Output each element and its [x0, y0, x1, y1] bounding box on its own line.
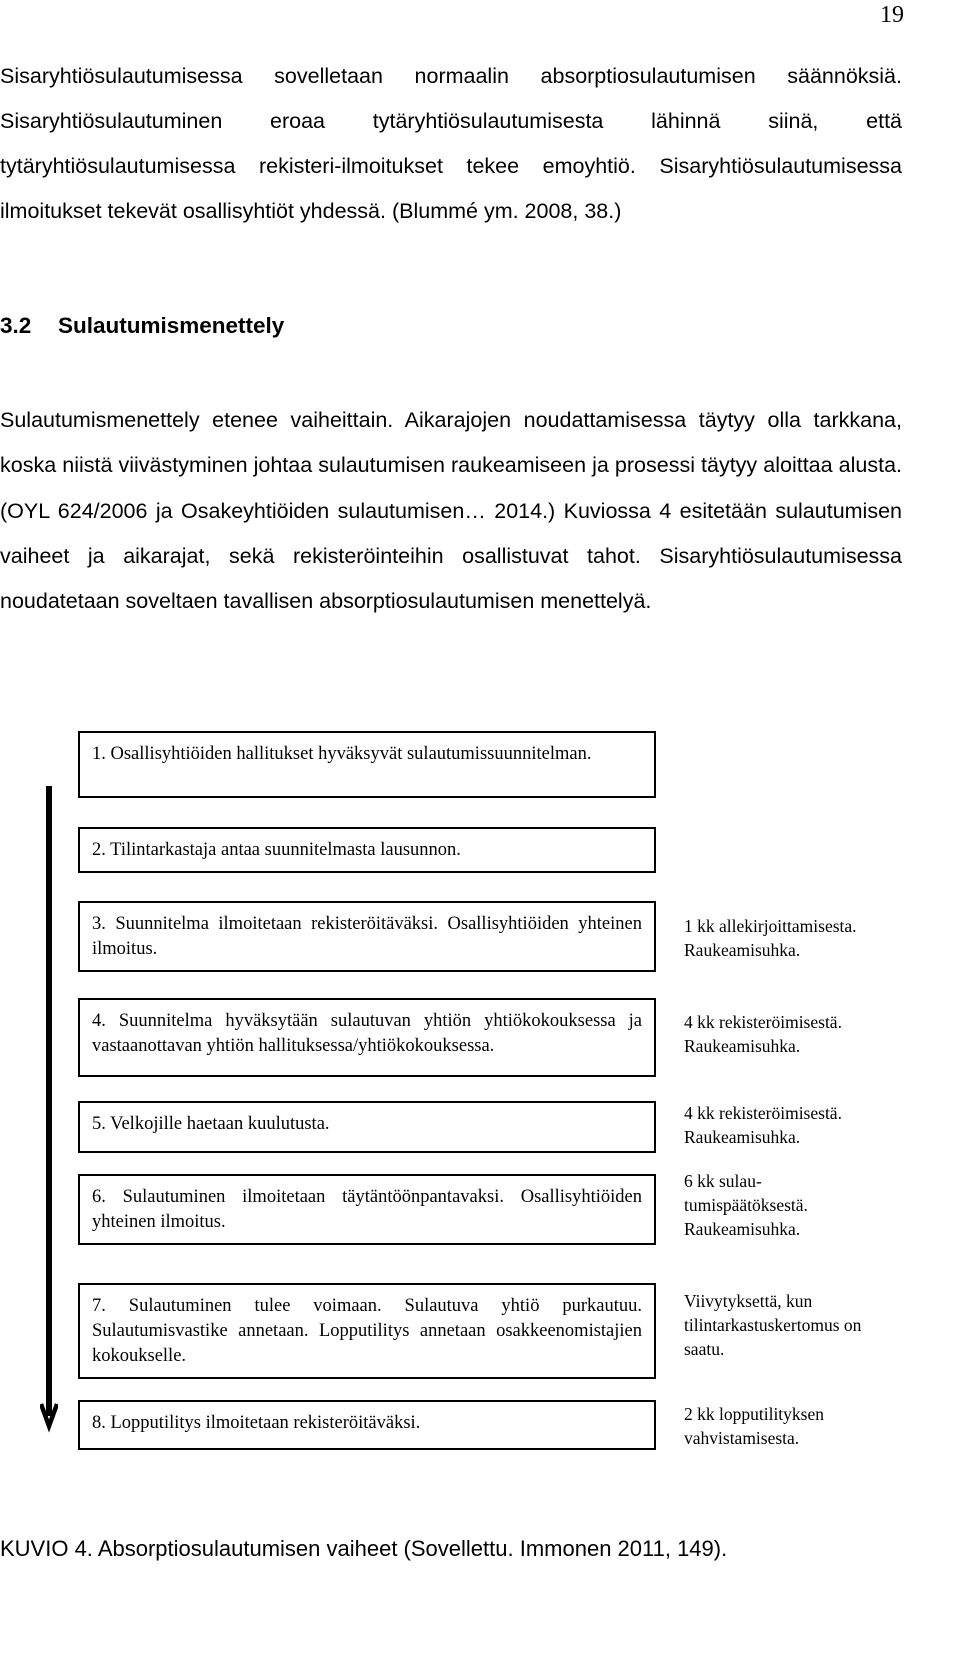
deadline-note-step-6: 6 kk sulau-tumispäätöksestä. Raukeamisuhka.: [684, 1171, 808, 1239]
deadline-note-step-5: 4 kk rekisteröimisestä. Raukeamisuhka.: [684, 1103, 842, 1147]
step-box-1: 1. Osallisyhtiöiden hallitukset hyväksyvät sulautumissuunnitelman.: [78, 731, 656, 798]
section-heading: [0, 313, 284, 339]
step-box-4: 4. Suunnitelma hyväksytään sulautuvan yhtiön yhtiökokouksessa ja vastaanottavan yhtiön hallituksessa/yhtiökokouksessa.: [78, 998, 656, 1077]
deadline-note-step-4: 4 kk rekisteröimisestä. Raukeamisuhka.: [684, 1012, 842, 1056]
deadline-note-step-3: 1 kk allekirjoittamisesta. Raukeamisuhka.: [684, 916, 857, 960]
page-number: 19: [880, 2, 904, 28]
deadline-note-step-7: Viivytyksettä, kun tilintarkastuskertomus on saatu.: [684, 1291, 862, 1359]
step-box-2: 2. Tilintarkastaja antaa suunnitelmasta lausunnon.: [78, 827, 656, 873]
step-box-6: 6. Sulautuminen ilmoitetaan täytäntöönpantavaksi. Osallisyhtiöiden yhteinen ilmoitus.: [78, 1174, 656, 1245]
step-box-7: 7. Sulautuminen tulee voimaan. Sulautuva yhtiö purkautuu. Sulautumisvastike annetaan. Lopputilitys annetaan osakkeenomistajien kokoukselle.: [78, 1283, 656, 1379]
step-box-5: 5. Velkojille haetaan kuulutusta.: [78, 1101, 656, 1153]
paragraph-merger-procedure: Sulautumismenettely etenee vaiheittain. Aikarajojen noudattamisessa täytyy olla tarkkana, koska niistä viivästyminen johtaa sulautumisen raukeamiseen ja prosessi täytyy aloittaa alusta. (OYL 624/2006 ja Osakeyhtiöiden sulautumisen… 2014.) Kuviossa 4 esitetään sulautumisen vaiheet ja aikarajat, sekä rekisteröinteihin osallistuvat tahot. Sisaryhtiösulautumisessa noudatetaan soveltaen tavallisen absorptiosulautumisen menettelyä.: [0, 408, 902, 614]
paragraph-sister-company-merger: Sisaryhtiösulautumisessa sovelletaan normaalin absorptiosulautumisen säännöksiä. Sisaryhtiösulautuminen eroaa tytäryhtiösulautumisesta lähinnä siinä, että tytäryhtiösulautumisessa rekisteri-ilmoitukset tekee emoyhtiö. Sisaryhtiösulautumisessa ilmoitukset tekevät osallisyhtiöt yhdessä. (Blummé ym. 2008, 38.): [0, 64, 902, 223]
step-box-3: 3. Suunnitelma ilmoitetaan rekisteröitäväksi. Osallisyhtiöiden yhteinen ilmoitus.: [78, 901, 656, 972]
section-title: Sulautumismenettely: [58, 313, 285, 338]
figure-caption: KUVIO 4. Absorptiosulautumisen vaiheet (Sovellettu. Immonen 2011, 149).: [0, 1536, 728, 1561]
section-number: 3.2: [0, 313, 32, 338]
process-flow-arrow: [40, 786, 58, 1436]
deadline-note-step-8: 2 kk lopputilityksen vahvistamisesta.: [684, 1404, 824, 1448]
step-box-8: 8. Lopputilitys ilmoitetaan rekisteröitäväksi.: [78, 1400, 656, 1450]
